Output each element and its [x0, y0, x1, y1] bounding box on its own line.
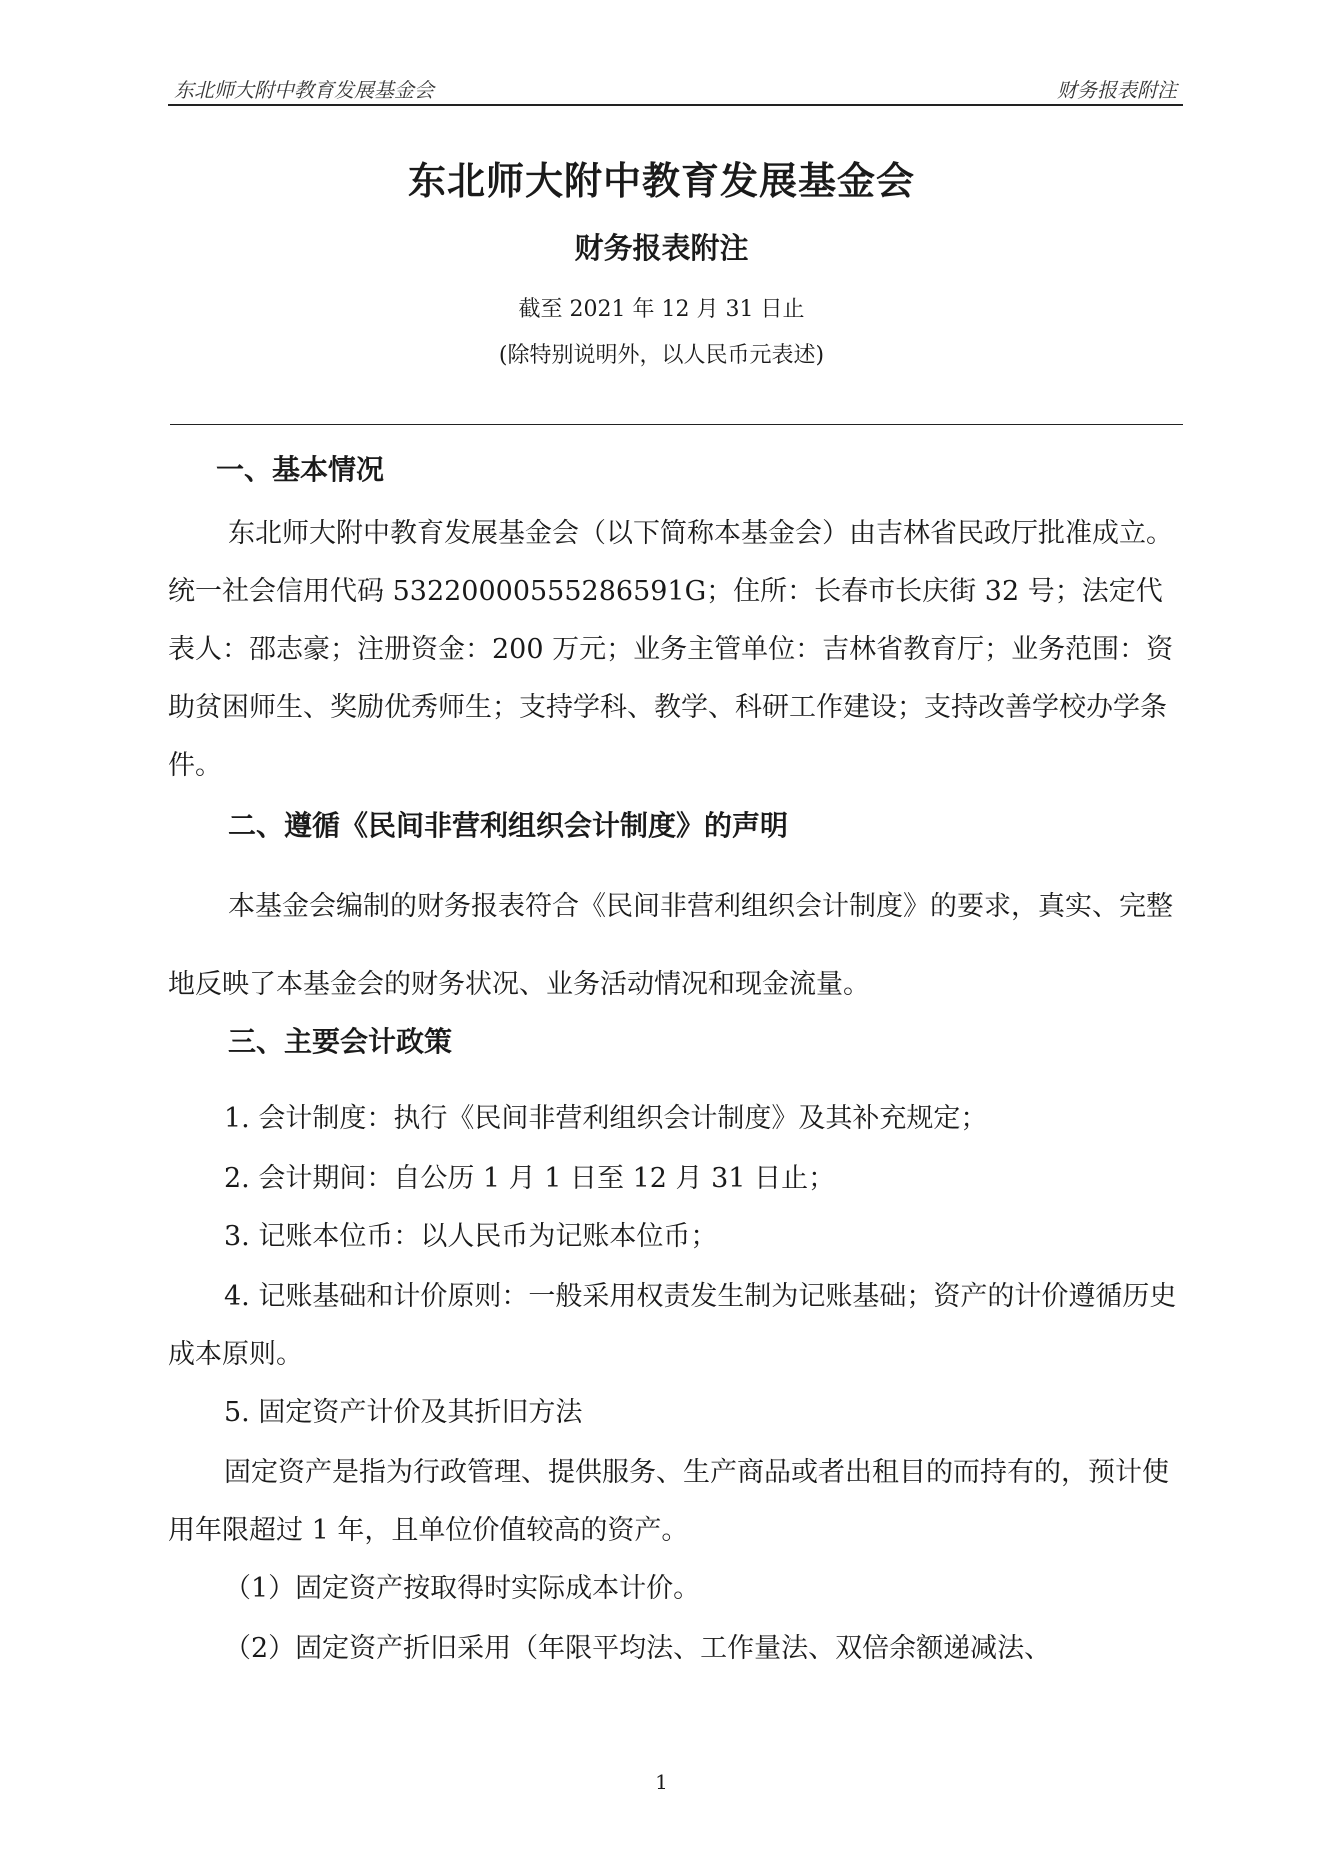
currency-note: (除特别说明外，以人民币元表述): [498, 343, 825, 368]
policy-subitem-2: （2）固定资产折旧采用（年限平均法、工作量法、双倍余额递减法、: [224, 1633, 1052, 1664]
policy-item-5-paragraph: 固定资产是指为行政管理、提供服务、生产商品或者出租目的而持有的，预计使用年限超过 1 年，且单位价值较高的资产。: [168, 1457, 1169, 1546]
document-subtitle: 财务报表附注: [574, 231, 749, 265]
header-organization-name: 东北师大附中教育发展基金会: [174, 78, 434, 102]
policy-item-1: 1. 会计制度：执行《民间非营利组织会计制度》及其补充规定；: [224, 1103, 988, 1134]
date-line: 截至 2021 年 12 月 31 日止: [518, 297, 805, 322]
policy-item-3: 3. 记账本位币：以人民币为记账本位币；: [224, 1221, 718, 1252]
section-2-paragraph: 本基金会编制的财务报表符合《民间非营利组织会计制度》的要求，真实、完整地反映了本基金会的财务状况、业务活动情况和现金流量。: [168, 891, 1173, 1000]
page-number: 1: [655, 1770, 668, 1794]
policy-item-2: 2. 会计期间：自公历 1 月 1 日至 12 月 31 日止；: [224, 1163, 836, 1194]
document-title: 东北师大附中教育发展基金会: [407, 158, 915, 203]
section-1-heading: 一、基本情况: [216, 453, 385, 486]
policy-item-5: 5. 固定资产计价及其折旧方法: [224, 1397, 583, 1428]
running-header: [168, 70, 1183, 106]
section-3-heading: 三、主要会计政策: [228, 1025, 453, 1058]
section-1-paragraph: 东北师大附中教育发展基金会（以下简称本基金会）由吉林省民政厅批准成立。统一社会信用代码 53220000555286591G；住所：长春市长庆街 32 号；法定代表人：邵志豪；注册资金：200 万元；业务主管单位：吉林省教育厅；业务范围：资助贫困师生、奖励优秀师生；支持学科、教学、科研工作建设；支持改善学校办学条件。: [168, 518, 1174, 781]
policy-item-4: 4. 记账基础和计价原则：一般采用权责发生制为记账基础；资产的计价遵循历史成本原则。: [168, 1281, 1177, 1370]
policy-subitem-1: （1）固定资产按取得时实际成本计价。: [224, 1573, 701, 1604]
section-2-heading: 二、遵循《民间非营利组织会计制度》的声明: [228, 809, 789, 842]
divider: [170, 424, 1183, 425]
header-document-type: 财务报表附注: [1057, 78, 1177, 102]
